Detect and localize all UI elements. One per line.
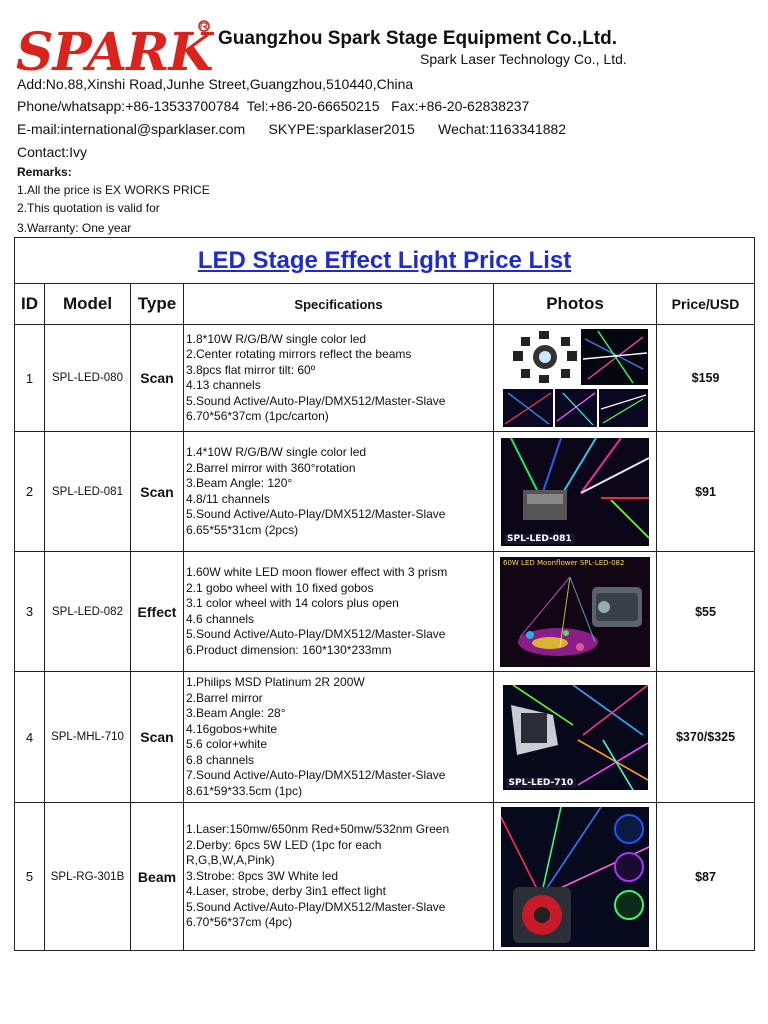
company-name: Guangzhou Spark Stage Equipment Co.,Ltd. [218,28,618,49]
row-id: 1 [15,325,45,432]
spec-line: 4.13 channels [186,378,261,392]
row-type: Scan [131,325,184,432]
price-list-title-cell [15,238,755,284]
table-row [15,552,755,672]
row-id: 3 [15,552,45,672]
photo-label: SPL-LED-081 [504,534,575,544]
phone-line: Phone/whatsapp:+86-13533700784 Tel:+86-20-66650215 Fax:+86-20-62838237 [17,98,530,114]
fixture-image [513,887,571,943]
remark-item: 2.This quotation is valid for [17,201,160,215]
product-photo [500,557,650,667]
product-photo [501,438,649,546]
header-model: Model [45,284,131,325]
row-model: SPL-LED-081 [45,432,131,552]
photo-caption: 60W LED Moonflower SPL-LED-082 [503,558,625,567]
spec-line: 2.Center rotating mirrors reflect the beams [186,347,412,361]
spec-line: 5.Sound Active/Auto-Play/DMX512/Master-Slave [186,627,446,641]
spec-line: 7.Sound Active/Auto-Play/DMX512/Master-Slave [186,768,446,782]
spec-line: 6.70*56*37cm (4pc) [186,915,293,930]
row-photo-cell [494,432,657,552]
product-photo [503,329,648,427]
table-row [15,325,755,432]
spec-line: 4.8/11 channels [186,491,270,506]
spec-line: 1.60W white LED moon flower effect with 3 prism [186,565,448,579]
spec-line: 6.65*55*31cm (2pcs) [186,522,299,537]
price-list-table [14,237,755,951]
header-id: ID [15,284,45,325]
spec-line: 3.1 color wheel with 14 colors plus open [186,596,399,610]
spec-line: 6.Product dimension: 160*130*233mm [186,642,392,657]
remark-item: 1.All the price is EX WORKS PRICE [17,183,210,197]
contact-person: Contact:Ivy [17,144,88,160]
spec-line: 3.8pcs flat mirror tilt: 60º [186,362,316,377]
spec-line: 5.Sound Active/Auto-Play/DMX512/Master-Slave [186,393,446,408]
spec-line: 1.Philips MSD Platinum 2R 200W [186,675,365,689]
row-price: $370/$325 [657,672,755,803]
row-type: Beam [131,803,184,951]
row-price: $55 [657,552,755,672]
address-line: Add:No.88,Xinshi Road,Junhe Street,Guangzhou,510440,China [17,76,414,92]
spec-line: R,G,B,W,A,Pink) [186,853,275,868]
row-specifications [184,672,494,803]
product-photo [503,685,648,790]
spec-line: 6.8 channels [186,752,255,767]
spark-logo [14,18,214,78]
row-photo-cell [494,552,657,672]
spec-line: 3.Strobe: 8pcs 3W White led [186,868,339,883]
row-price: $159 [657,325,755,432]
row-model: SPL-LED-082 [45,552,131,672]
row-photo-cell [494,803,657,951]
email-line: E-mail:international@sparklaser.com SKYPE:sparklaser2015 Wechat:1163341882 [17,121,567,137]
spec-line: 1.8*10W R/G/B/W single color led [186,331,367,346]
spec-line: 5.Sound Active/Auto-Play/DMX512/Master-Slave [186,899,446,914]
spec-line: 1.4*10W R/G/B/W single color led [186,445,367,459]
row-specifications [184,432,494,552]
spec-line: 3.Beam Angle: 28° [186,706,286,720]
remarks-title: Remarks: [17,165,72,179]
row-specifications [184,552,494,672]
spec-line: 3.Beam Angle: 120° [186,476,293,490]
fixture-image [592,587,642,627]
spec-line: 2.1 gobo wheel with 10 fixed gobos [186,580,374,595]
spec-line: 2.Barrel mirror [186,690,263,705]
row-id: 2 [15,432,45,552]
logo-text: SPARK [16,22,213,78]
row-price: $91 [657,432,755,552]
row-id: 5 [15,803,45,951]
spec-line: 2.Derby: 6pcs 5W LED (1pc for each [186,837,382,852]
header-specifications: Specifications [184,284,494,325]
spec-line: 5.6 color+white [186,737,268,751]
spec-line: 4.16gobos+white [186,721,278,736]
spec-line: 1.Laser:150mw/650nm Red+50mw/532nm Green [186,822,450,837]
table-row [15,672,755,803]
spec-line: 2.Barrel mirror with 360°rotation [186,460,356,475]
price-list-title[interactable]: LED Stage Effect Light Price List [197,246,572,274]
row-model: SPL-RG-301B [45,803,131,951]
spec-line: 4.6 channels [186,611,255,626]
row-specifications [184,803,494,951]
row-photo-cell [494,672,657,803]
row-id: 4 [15,672,45,803]
row-specifications [184,325,494,432]
header-price: Price/USD [657,284,755,325]
table-row [15,432,755,552]
row-type: Scan [131,432,184,552]
row-type: Scan [131,672,184,803]
row-photo-cell [494,325,657,432]
row-model: SPL-LED-080 [45,325,131,432]
header-photos: Photos [494,284,657,325]
spec-line: 8.61*59*33.5cm (1pc) [186,783,303,798]
row-model: SPL-MHL-710 [45,672,131,803]
row-type: Effect [131,552,184,672]
spec-line: 4.Laser, strobe, derby 3in1 effect light [186,884,386,899]
photo-label: SPL-LED-710 [506,778,577,788]
spec-line: 5.Sound Active/Auto-Play/DMX512/Master-Slave [186,507,446,521]
fixture-image [513,331,577,383]
fixture-image [523,490,567,520]
spec-line: 6.70*56*37cm (1pc/carton) [186,409,329,423]
table-row [15,803,755,951]
header-type: Type [131,284,184,325]
row-price: $87 [657,803,755,951]
company-subtitle: Spark Laser Technology Co., Ltd. [420,51,627,67]
product-photo [501,807,649,947]
remark-item: 3.Warranty: One year [17,221,132,235]
